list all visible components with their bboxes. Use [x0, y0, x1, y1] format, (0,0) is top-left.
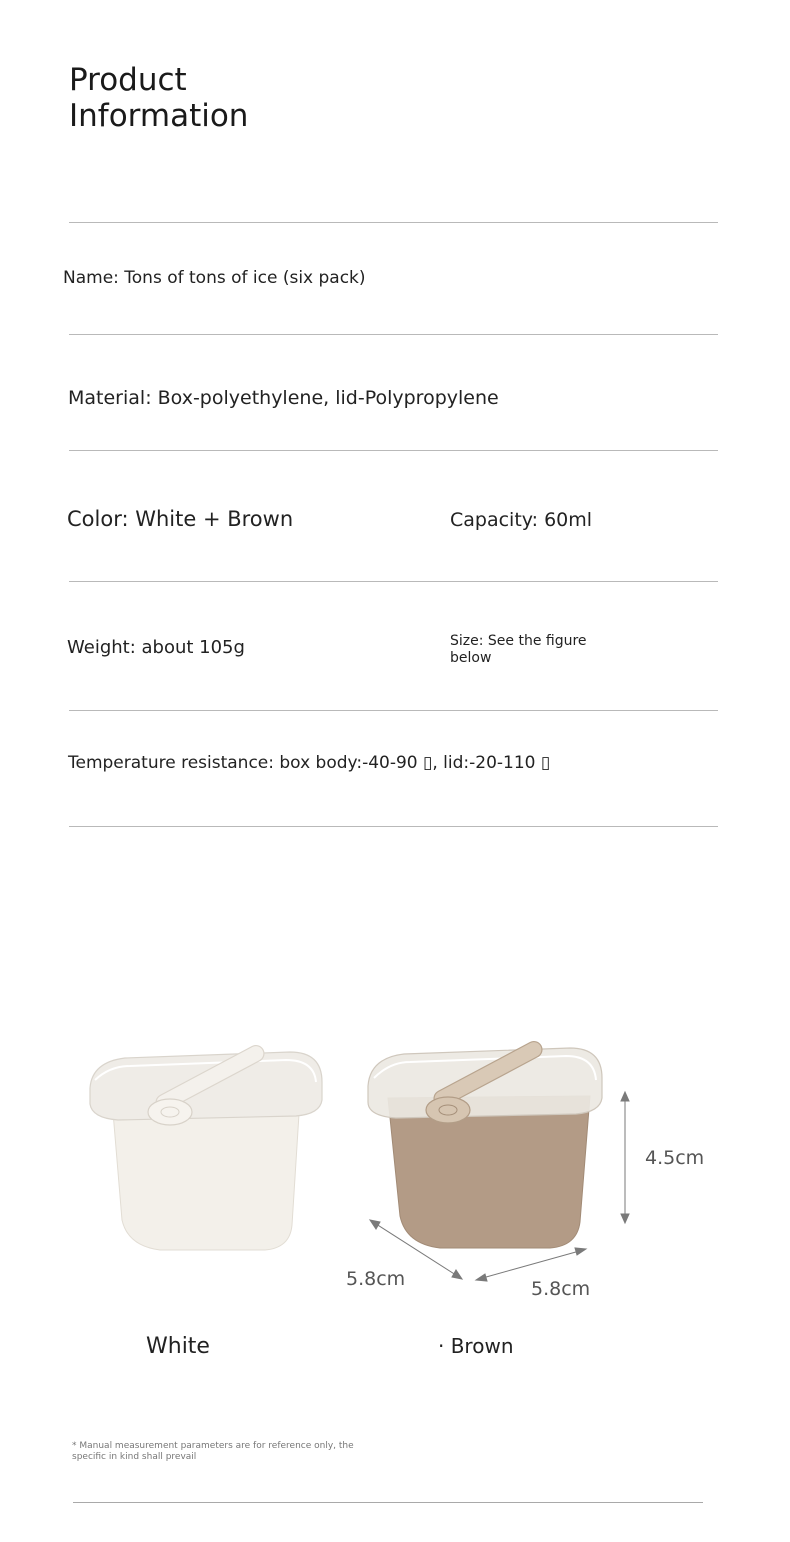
width-dimension-line — [479, 1250, 583, 1279]
footnote: * Manual measurement parameters are for reference only, the specific in kind shall prevail — [72, 1441, 354, 1462]
material-field: Material: Box-polyethylene, lid-Polypropylene — [68, 387, 499, 409]
bottom-divider — [73, 1502, 703, 1503]
arrow-icon — [370, 1220, 380, 1229]
variant-label-brown: · Brown — [438, 1334, 514, 1358]
brown-container-image — [368, 1039, 602, 1248]
arrow-down-icon — [621, 1214, 629, 1223]
size-field: Size: See the figure below — [450, 633, 587, 666]
white-container-image — [90, 1043, 322, 1250]
arrow-up-icon — [621, 1092, 629, 1101]
arrow-icon — [452, 1270, 462, 1279]
color-field: Color: White + Brown — [67, 507, 294, 531]
temperature-field: Temperature resistance: box body:-40-90 ▯, lid:-20-110 ▯ — [68, 753, 551, 773]
capacity-field: Capacity: 60ml — [450, 509, 593, 531]
arrow-icon — [476, 1274, 487, 1281]
name-field: Name: Tons of tons of ice (six pack) — [63, 268, 366, 288]
width-label: 5.8cm — [531, 1278, 591, 1300]
height-label: 4.5cm — [645, 1147, 705, 1169]
arrow-icon — [575, 1248, 586, 1255]
variant-label-white: White — [146, 1334, 210, 1359]
page-title: Product Information — [69, 62, 249, 134]
weight-field: Weight: about 105g — [67, 637, 245, 658]
depth-label: 5.8cm — [346, 1268, 406, 1290]
